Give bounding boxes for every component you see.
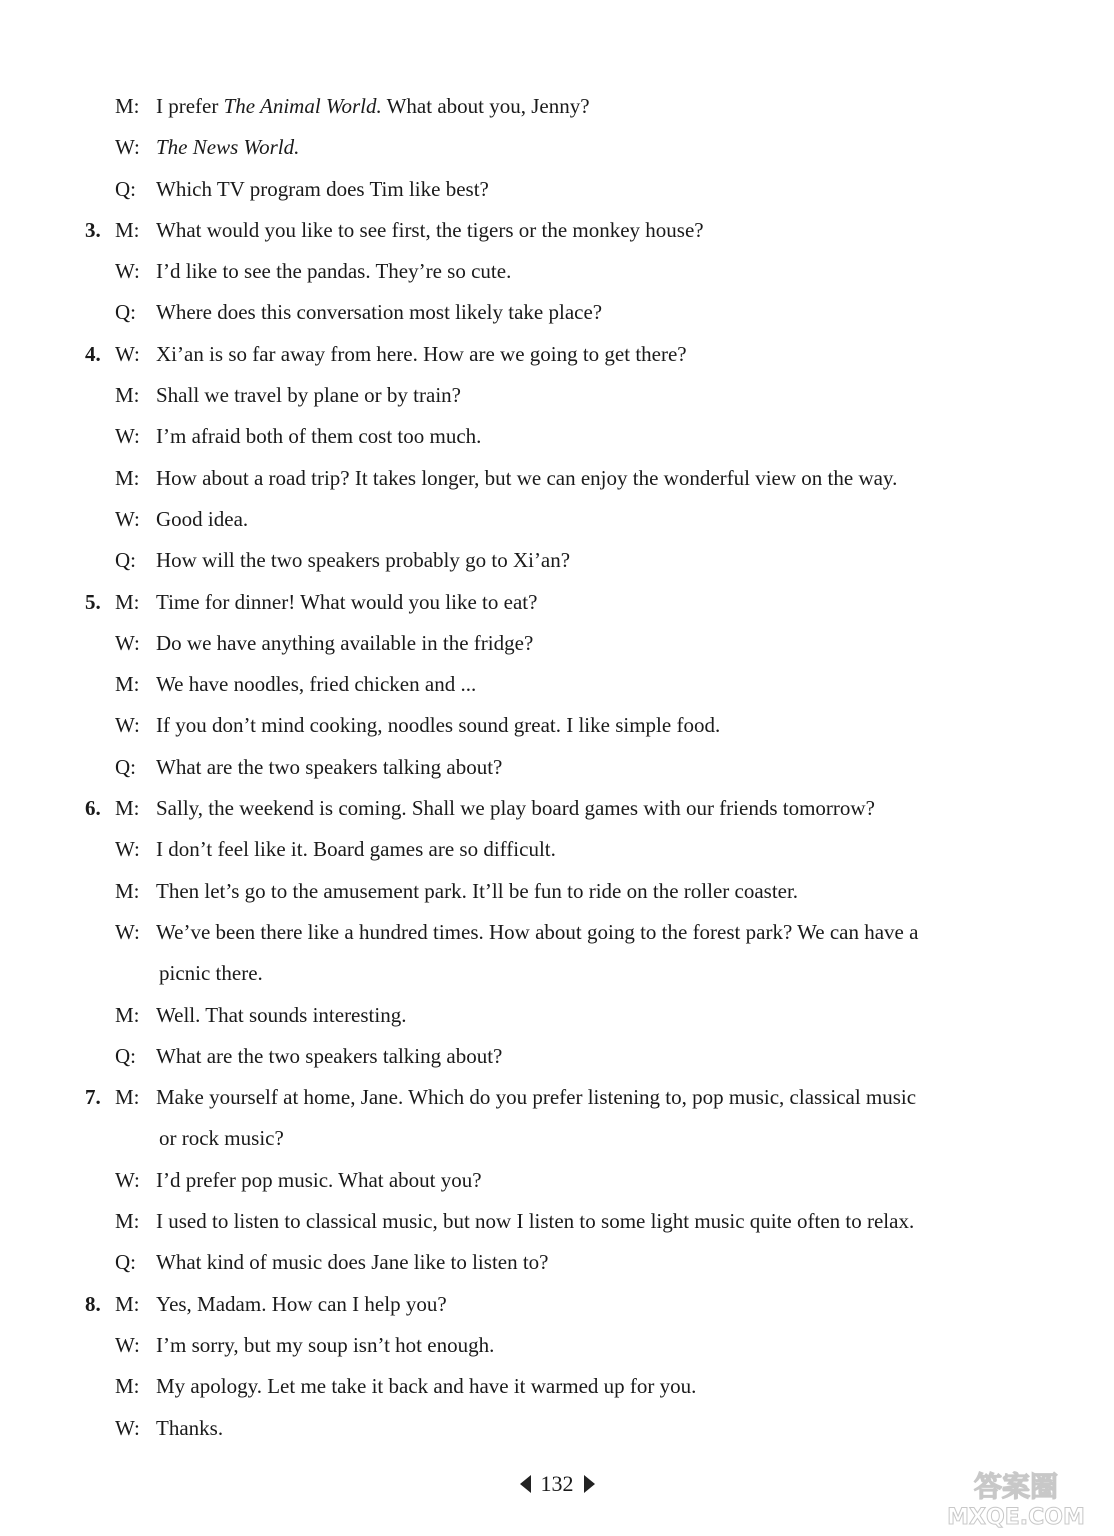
utterance-text — [156, 664, 476, 705]
utterance-text — [156, 334, 687, 375]
speaker-label: Q: — [115, 548, 136, 573]
speaker-label: W: — [115, 1415, 140, 1440]
transcript-line — [0, 1242, 1114, 1283]
program-title: The News World. — [156, 135, 300, 160]
transcript-line — [0, 375, 1114, 416]
transcript-line — [0, 623, 1114, 664]
utterance-part: We have noodles, fried chicken and ... — [156, 672, 477, 697]
utterance-text — [156, 251, 511, 292]
speaker-label: M: — [115, 94, 140, 118]
utterance-text — [156, 788, 875, 829]
transcript-line — [0, 210, 1114, 251]
utterance-text — [156, 292, 602, 333]
triangle-right-icon — [584, 1475, 595, 1493]
utterance-text — [156, 458, 897, 499]
speaker-label: M: — [115, 1085, 140, 1110]
utterance-part: picnic there. — [159, 961, 263, 986]
transcript-line — [0, 995, 1114, 1036]
transcript-line — [0, 1160, 1114, 1201]
utterance-text — [156, 1077, 916, 1118]
transcript-line — [0, 953, 1114, 994]
utterance-text — [156, 1284, 447, 1325]
triangle-left-icon — [520, 1475, 531, 1493]
speaker-label: W: — [115, 837, 140, 862]
utterance-text — [156, 416, 481, 457]
speaker-label: W: — [115, 506, 140, 531]
utterance-part: I’m sorry, but my soup isn’t hot enough. — [156, 1332, 495, 1357]
transcript-line — [0, 747, 1114, 788]
utterance-text — [156, 540, 570, 581]
utterance-text — [156, 705, 720, 746]
transcript-line — [0, 664, 1114, 705]
question-number: 6. — [85, 796, 101, 821]
speaker-label: M: — [115, 589, 140, 614]
utterance-text — [156, 127, 299, 168]
transcript-line — [0, 86, 1114, 127]
transcript-line — [0, 334, 1114, 375]
speaker-label: M: — [115, 465, 140, 490]
utterance-part: What kind of music does Jane like to listen to? — [156, 1250, 549, 1275]
utterance-text — [156, 871, 798, 912]
transcript-line — [0, 169, 1114, 210]
speaker-label: W: — [115, 919, 140, 944]
speaker-label: Q: — [115, 176, 136, 201]
transcript-line — [0, 788, 1114, 829]
utterance-text — [156, 1408, 223, 1449]
transcript-line — [0, 1077, 1114, 1118]
svg-text:MXQE.COM: MXQE.COM — [947, 1505, 1085, 1530]
utterance-part: We’ve been there like a hundred times. How about going to the forest park? We can have a — [156, 919, 919, 944]
utterance-text — [156, 1366, 696, 1407]
transcript-line — [0, 1366, 1114, 1407]
speaker-label: W: — [115, 713, 140, 738]
utterance-part: How will the two speakers probably go to Xi’an? — [156, 548, 571, 573]
utterance-text — [159, 953, 263, 994]
speaker-label: M: — [115, 796, 140, 821]
utterance-part: Do we have anything available in the fridge? — [156, 630, 534, 655]
utterance-part: Well. That sounds interesting. — [156, 1002, 407, 1027]
utterance-text — [159, 1118, 284, 1159]
utterance-text — [156, 582, 537, 623]
utterance-part: What about you, Jenny? — [381, 94, 590, 118]
utterance-part: Make yourself at home, Jane. Which do you prefer listening to, pop music, classical music — [156, 1085, 917, 1110]
question-number: 4. — [85, 341, 101, 366]
utterance-text — [156, 912, 918, 953]
speaker-label: W: — [115, 135, 140, 160]
utterance-text — [156, 1201, 914, 1242]
transcript-line — [0, 1284, 1114, 1325]
transcript-line — [0, 127, 1114, 168]
utterance-part: What are the two speakers talking about? — [156, 1043, 503, 1068]
transcript-line — [0, 1118, 1114, 1159]
speaker-label: M: — [115, 1209, 140, 1234]
utterance-part: Xi’an is so far away from here. How are we going to get there? — [156, 341, 687, 366]
utterance-part: or rock music? — [159, 1126, 284, 1151]
speaker-label: M: — [115, 1002, 140, 1027]
utterance-part: I prefer — [156, 94, 224, 118]
utterance-part: I’d prefer pop music. What about you? — [156, 1167, 482, 1192]
transcript-line — [0, 1408, 1114, 1449]
speaker-label: M: — [115, 1374, 140, 1399]
utterance-text — [156, 995, 406, 1036]
speaker-label: M: — [115, 217, 140, 242]
utterance-part: I’d like to see the pandas. They’re so cute. — [156, 259, 512, 284]
utterance-text — [156, 499, 248, 540]
utterance-part: How about a road trip? It takes longer, but we can enjoy the wonderful view on the way. — [156, 465, 898, 490]
utterance-part: Sally, the weekend is coming. Shall we play board games with our friends tomorrow? — [156, 796, 875, 821]
utterance-part: Good idea. — [156, 506, 249, 531]
utterance-text — [156, 829, 556, 870]
watermark-logo — [926, 1466, 1106, 1530]
utterance-text — [156, 623, 533, 664]
utterance-part: My apology. Let me take it back and have it warmed up for you. — [156, 1374, 697, 1399]
speaker-label: W: — [115, 630, 140, 655]
transcript-line — [0, 1036, 1114, 1077]
speaker-label: Q: — [115, 300, 136, 325]
utterance-text — [156, 1242, 549, 1283]
utterance-text — [156, 210, 704, 251]
utterance-part: What are the two speakers talking about? — [156, 754, 503, 779]
transcript-line — [0, 871, 1114, 912]
transcript-line — [0, 582, 1114, 623]
utterance-part: What would you like to see first, the tigers or the monkey house? — [156, 217, 704, 242]
speaker-label: M: — [115, 878, 140, 903]
question-number: 8. — [85, 1291, 101, 1316]
question-number: 7. — [85, 1085, 101, 1110]
speaker-label: Q: — [115, 1250, 136, 1275]
utterance-part: Shall we travel by plane or by train? — [156, 383, 461, 408]
utterance-text — [156, 747, 502, 788]
speaker-label: M: — [115, 1291, 140, 1316]
speaker-label: M: — [115, 383, 140, 408]
speaker-label: M: — [115, 672, 140, 697]
transcript-line — [0, 292, 1114, 333]
transcript-line — [0, 1325, 1114, 1366]
program-title: The Animal World. — [223, 94, 382, 118]
page-number: 132 — [540, 1471, 574, 1496]
transcript-line — [0, 829, 1114, 870]
utterance-text — [156, 1036, 502, 1077]
utterance-part: Then let’s go to the amusement park. It’ll be fun to ride on the roller coaster. — [156, 878, 799, 903]
utterance-part: I don’t feel like it. Board games are so difficult. — [156, 837, 556, 862]
transcript-line — [0, 1201, 1114, 1242]
transcript-line — [0, 912, 1114, 953]
utterance-part: Thanks. — [156, 1415, 224, 1440]
utterance-text — [156, 1325, 494, 1366]
utterance-part: I’m afraid both of them cost too much. — [156, 424, 482, 449]
speaker-label: W: — [115, 1167, 140, 1192]
transcript-line — [0, 705, 1114, 746]
utterance-text — [156, 169, 489, 210]
speaker-label: W: — [115, 259, 140, 284]
transcript-line — [0, 251, 1114, 292]
utterance-text — [156, 86, 590, 127]
transcript-line — [0, 499, 1114, 540]
utterance-text — [156, 375, 461, 416]
speaker-label: Q: — [115, 754, 136, 779]
utterance-text — [156, 1160, 482, 1201]
utterance-part: I used to listen to classical music, but now I listen to some light music quite often to relax. — [156, 1209, 915, 1234]
utterance-part: If you don’t mind cooking, noodles sound great. I like simple food. — [156, 713, 721, 738]
speaker-label: W: — [115, 424, 140, 449]
svg-text:答案圈: 答案圈 — [973, 1470, 1059, 1503]
utterance-part: Yes, Madam. How can I help you? — [156, 1291, 447, 1316]
utterance-part: Where does this conversation most likely take place? — [156, 300, 603, 325]
transcript-line — [0, 458, 1114, 499]
listening-transcript — [0, 86, 1114, 1449]
transcript-line — [0, 540, 1114, 581]
speaker-label: Q: — [115, 1043, 136, 1068]
transcript-line — [0, 416, 1114, 457]
speaker-label: W: — [115, 341, 140, 366]
utterance-part: Which TV program does Tim like best? — [156, 176, 489, 201]
question-number: 5. — [85, 589, 101, 614]
speaker-label: W: — [115, 1332, 140, 1357]
utterance-part: Time for dinner! What would you like to eat? — [156, 589, 538, 614]
question-number: 3. — [85, 217, 101, 242]
